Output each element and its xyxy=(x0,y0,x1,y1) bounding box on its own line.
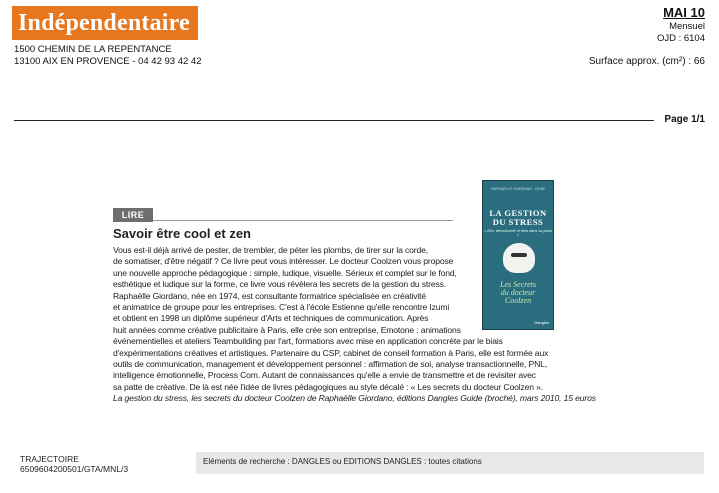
book-subtitle: « Zen, décontracté et bien dans sa peau » xyxy=(484,229,552,237)
search-terms: Eléments de recherche : DANGLES ou EDITIONS DANGLES : toutes citations xyxy=(203,457,482,466)
book-cover-image xyxy=(482,180,554,330)
surface-area: Surface approx. (cm²) : 66 xyxy=(588,56,705,67)
article-line: esthétique et ludique sur la forme, ce livre vous révèlera les secrets de la gestion du stress. xyxy=(113,279,447,290)
address-line-2: 13100 AIX EN PROVENCE - 04 42 93 42 42 xyxy=(14,56,202,67)
section-label: LIRE xyxy=(113,208,153,222)
frequency: Mensuel xyxy=(669,21,705,32)
book-title-line: LA GESTION xyxy=(489,208,547,218)
book-title-line: DU STRESS xyxy=(492,217,544,227)
address-line-1: 1500 CHEMIN DE LA REPENTANCE xyxy=(14,44,172,55)
article-line: une nouvelle approche pédagogique : simple, ludique, visuelle. Sérieux et complet sur le fond, xyxy=(113,267,457,278)
ojd-count: OJD : 6104 xyxy=(656,33,705,44)
agency-name: TRAJECTOIRE xyxy=(20,454,79,464)
book-script-line: Coolzen xyxy=(504,296,532,305)
article-line: événementielles et ateliers Teambuilding par l'art, formations avec mise en application concrète par le biais xyxy=(113,336,503,347)
article-line: Raphaëlle Giordano, née en 1974, est consultante formatrice spécialisée en créativité xyxy=(113,290,427,301)
reference-code: 6509604200501/GTA/MNL/3 xyxy=(20,464,129,474)
page-number: Page 1/1 xyxy=(664,114,705,125)
book-authors: RAPHAËLLE GIORDANO · IZUMI xyxy=(491,187,545,191)
article-line: intelligence émotionnelle, Process Com. Autant de connaissances qu'elle a envie de transmettre et de revisiter avec xyxy=(113,370,536,381)
book-script-line: du docteur xyxy=(500,288,536,297)
publication-logo: Indépendentaire xyxy=(12,6,198,40)
cartoon-character-icon xyxy=(503,243,535,273)
article-line: et animatrice de groupe pour les entreprises. C'est à l'école Estienne qu'elle rencontre Izumi xyxy=(113,302,450,313)
article-line: sa patte de créative. De là est née l'idée de livres pédagogiques au style décalé : « Les secrets du docteur Coolzen ». xyxy=(113,381,543,392)
article-line: outils de communication, management et développement personnel : affirmation de soi, analyse transactionnelle, PNL, xyxy=(113,359,548,370)
article-line: et obtient en 1998 un diplôme supérieur d'Arts et techniques de communication. Après xyxy=(113,313,429,324)
article-line: huit années comme créative publicitaire à Paris, elle crée son entreprise, Emotone : animations xyxy=(113,324,461,335)
publisher-logo: Dangles xyxy=(534,320,549,325)
section-divider xyxy=(153,220,453,221)
book-script-title xyxy=(483,281,553,305)
article-title: Savoir être cool et zen xyxy=(113,226,251,241)
header-divider xyxy=(14,120,654,121)
article-line: de somatiser, d'être négatif ? Ce livre peut vous intéresser. Le docteur Coolzen vous propose xyxy=(113,256,454,267)
issue-date: MAI 10 xyxy=(663,5,705,20)
book-script-line: Les Secrets xyxy=(500,280,536,289)
book-caption: La gestion du stress, les secrets du docteur Coolzen de Raphaëlle Giordano, éditions Dangles Guide (broché), mars 2010, 15 euros xyxy=(113,393,596,404)
article-line: Vous est-il déjà arrivé de pester, de trembler, de péter les plombs, de tirer sur la corde, xyxy=(113,245,428,255)
book-title xyxy=(483,209,553,227)
article-line: d'expérimentations créatives et artistiques. Partenaire du CSP, cabinet de conseil formation à Paris, elle est formée aux xyxy=(113,347,549,358)
